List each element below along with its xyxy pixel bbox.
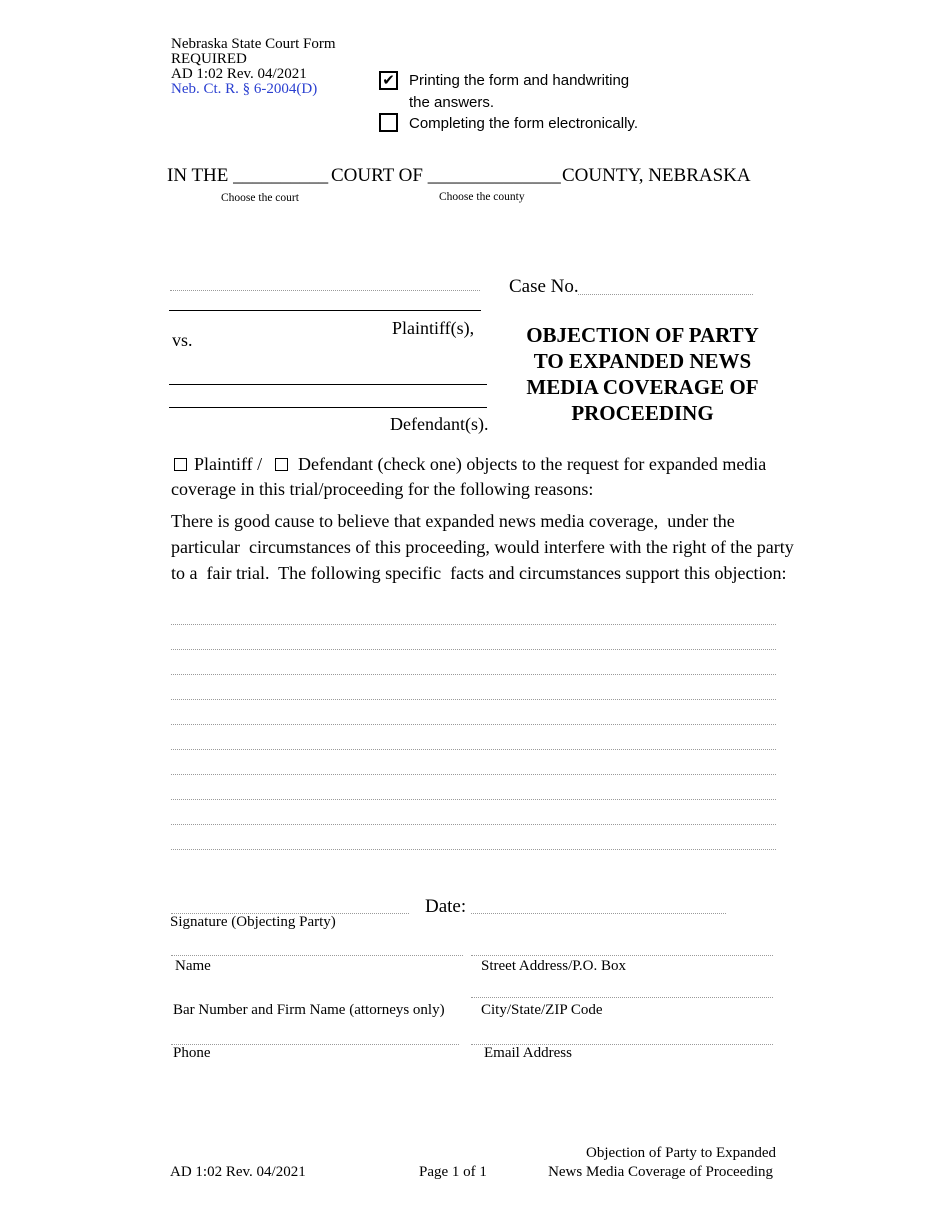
- footer-title-line-1: Objection of Party to Expanded: [586, 1145, 776, 1161]
- phone-label: Phone: [173, 1045, 211, 1061]
- writing-line[interactable]: [171, 824, 776, 825]
- phone-field[interactable]: [171, 1044, 459, 1045]
- in-the-court-field[interactable]: IN THE __________: [167, 165, 329, 186]
- title-line-2: TO EXPANDED NEWS: [533, 349, 752, 373]
- plaintiff-checkbox[interactable]: [174, 458, 187, 471]
- name-field[interactable]: [171, 955, 463, 956]
- street-address-field[interactable]: [471, 955, 773, 956]
- county-nebraska-label: COUNTY, NEBRASKA: [562, 165, 751, 186]
- title-line-4: PROCEEDING: [571, 401, 714, 425]
- footer-title-line-2: News Media Coverage of Proceeding: [548, 1164, 773, 1180]
- writing-line[interactable]: [171, 749, 776, 750]
- date-label: Date:: [425, 896, 467, 917]
- city-state-zip-label: City/State/ZIP Code: [481, 1002, 603, 1018]
- court-hint: Choose the court: [221, 192, 299, 204]
- plaintiff-rule: [169, 310, 481, 311]
- writing-line[interactable]: [171, 799, 776, 800]
- printing-checkbox[interactable]: ✔: [379, 71, 398, 90]
- writing-line[interactable]: [171, 699, 776, 700]
- form-title: [510, 322, 775, 426]
- plaintiff-name-field[interactable]: [170, 290, 480, 291]
- form-name: Nebraska State Court Form: [171, 36, 336, 52]
- case-no-field[interactable]: [578, 294, 753, 295]
- form-id: AD 1:02 Rev. 04/2021: [171, 66, 307, 82]
- email-label: Email Address: [484, 1045, 572, 1061]
- writing-line[interactable]: [171, 624, 776, 625]
- electronic-checkbox[interactable]: [379, 113, 398, 132]
- printing-option-label: Printing the form and handwriting: [409, 72, 630, 89]
- defendant-name-field[interactable]: [169, 384, 487, 385]
- writing-line[interactable]: [171, 674, 776, 675]
- case-no-label: Case No.: [509, 276, 579, 297]
- electronic-option-label: Completing the form electronically.: [409, 115, 638, 132]
- city-state-zip-field[interactable]: [471, 997, 773, 998]
- writing-line[interactable]: [171, 649, 776, 650]
- county-hint: Choose the county: [439, 191, 525, 203]
- vs-label: vs.: [172, 330, 193, 350]
- court-of-county-field[interactable]: COURT OF ______________: [331, 165, 561, 186]
- form-status: REQUIRED: [171, 51, 247, 67]
- good-cause-line-3: to a fair trial. The following specific facts and circumstances support this objection:: [171, 563, 787, 583]
- writing-line[interactable]: [171, 724, 776, 725]
- title-line-1: OBJECTION OF PARTY: [526, 323, 759, 347]
- writing-line[interactable]: [171, 849, 776, 850]
- rule-link[interactable]: Neb. Ct. R. § 6-2004(D): [171, 81, 318, 97]
- good-cause-line-2: particular circumstances of this proceeding, would interfere with the right of the party: [171, 537, 794, 557]
- date-field[interactable]: [471, 913, 726, 914]
- defendant-option-label: Defendant (check one) objects to the request for expanded media: [298, 454, 767, 474]
- signature-label: Signature (Objecting Party): [170, 914, 336, 930]
- defendant-label: Defendant(s).: [390, 414, 489, 434]
- printing-option-label-cont: the answers.: [409, 94, 495, 111]
- street-address-label: Street Address/P.O. Box: [481, 958, 627, 974]
- bar-number-label: Bar Number and Firm Name (attorneys only): [173, 1002, 445, 1018]
- footer-page-number: Page 1 of 1: [419, 1164, 487, 1180]
- title-line-3: MEDIA COVERAGE OF: [526, 375, 759, 399]
- defendant-rule: [169, 407, 487, 408]
- objection-statement: coverage in this trial/proceeding for the following reasons:: [171, 479, 594, 499]
- good-cause-line-1: There is good cause to believe that expanded news media coverage, under the: [171, 511, 735, 531]
- plaintiff-label: Plaintiff(s),: [392, 318, 475, 338]
- footer-form-id: AD 1:02 Rev. 04/2021: [170, 1164, 306, 1180]
- writing-line[interactable]: [171, 774, 776, 775]
- plaintiff-option-label: Plaintiff /: [194, 454, 263, 474]
- defendant-checkbox[interactable]: [275, 458, 288, 471]
- name-label: Name: [175, 958, 211, 974]
